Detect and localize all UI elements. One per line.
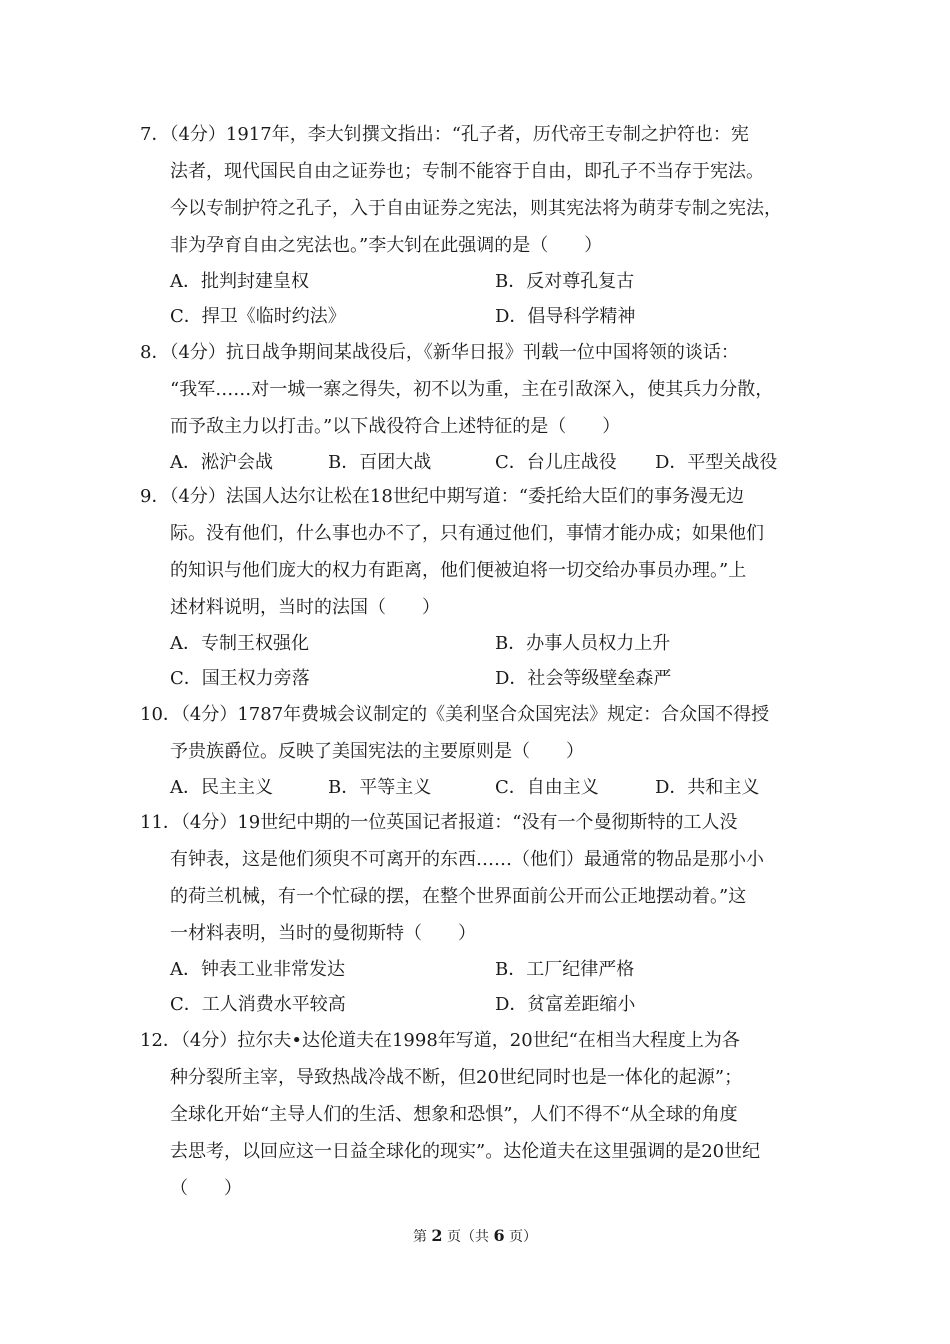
question-line: 全球化开始“主导人们的生活、想象和恐惧”，人们不得不“从全球的角度 bbox=[170, 1104, 738, 1125]
footer-middle: 页（共 bbox=[447, 1229, 489, 1245]
question-line: 一材料表明，当时的曼彻斯特（ ） bbox=[170, 923, 476, 944]
option-row bbox=[140, 987, 820, 1022]
question-line: 的荷兰机械，有一个忙碌的摆，在整个世界面前公开而公正地摆动着。”这 bbox=[170, 886, 747, 907]
option-row bbox=[140, 952, 820, 987]
option-a[interactable]: A．批判封建皇权 bbox=[170, 271, 309, 292]
question-line: 12．（4分）拉尔夫•达伦道夫在1998年写道，20世纪“在相当大程度上为各 bbox=[140, 1030, 740, 1051]
option-row bbox=[140, 299, 820, 334]
question-line: 11．（4分）19世纪中期的一位英国记者报道：“没有一个曼彻斯特的工人没 bbox=[140, 812, 738, 833]
option-d[interactable]: D．社会等级壁垒森严 bbox=[495, 668, 672, 689]
option-d[interactable]: D．倡导科学精神 bbox=[495, 306, 636, 327]
option-d[interactable]: D．共和主义 bbox=[655, 777, 760, 798]
option-a[interactable]: A．钟表工业非常发达 bbox=[170, 959, 345, 980]
question-line: 际。没有他们，什么事也办不了，只有通过他们，事情才能办成；如果他们 bbox=[170, 523, 764, 544]
question-line: 今以专制护符之孔子，入于自由证券之宪法，则其宪法将为萌芽专制之宪法， bbox=[170, 198, 782, 219]
question-line: 述材料说明，当时的法国（ ） bbox=[170, 597, 440, 618]
option-a[interactable]: A．民主主义 bbox=[170, 777, 273, 798]
question-12 bbox=[140, 1022, 820, 1207]
option-a[interactable]: A．淞沪会战 bbox=[170, 452, 273, 473]
option-b[interactable]: B．平等主义 bbox=[328, 777, 432, 798]
option-a[interactable]: A．专制王权强化 bbox=[170, 633, 309, 654]
option-row bbox=[140, 445, 820, 480]
question-line: 10．（4分）1787年费城会议制定的《美利坚合众国宪法》规定：合众国不得授 bbox=[140, 704, 770, 725]
option-row bbox=[140, 264, 820, 299]
option-c[interactable]: C．台儿庄战役 bbox=[495, 452, 617, 473]
option-b[interactable]: B．办事人员权力上升 bbox=[495, 633, 671, 654]
question-line: 的知识与他们庞大的权力有距离，他们便被迫将一切交给办事员办理。”上 bbox=[170, 560, 747, 581]
footer-prefix: 第 bbox=[412, 1229, 427, 1245]
option-b[interactable]: B．工厂纪律严格 bbox=[495, 959, 635, 980]
option-c[interactable]: C．自由主义 bbox=[495, 777, 599, 798]
question-line: 8．（4分）抗日战争期间某战役后，《新华日报》刊载一位中国将领的谈话： bbox=[140, 342, 739, 363]
question-7 bbox=[140, 116, 820, 334]
question-11 bbox=[140, 804, 820, 1022]
total-pages: 6 bbox=[493, 1226, 505, 1245]
question-line: 9．（4分）法国人达尔让松在18世纪中期写道：“委托给大臣们的事务漫无边 bbox=[140, 486, 745, 507]
option-c[interactable]: C．捍卫《临时约法》 bbox=[170, 306, 346, 327]
option-d[interactable]: D．贫富差距缩小 bbox=[495, 994, 636, 1015]
question-line: 而予敌主力以打击。”以下战役符合上述特征的是（ ） bbox=[170, 416, 621, 437]
option-b[interactable]: B．百团大战 bbox=[328, 452, 432, 473]
option-row bbox=[140, 770, 820, 805]
option-c[interactable]: C．国王权力旁落 bbox=[170, 668, 310, 689]
question-line: （ ） bbox=[170, 1178, 242, 1199]
option-row bbox=[140, 626, 820, 661]
footer-suffix: 页） bbox=[509, 1229, 538, 1245]
option-c[interactable]: C．工人消费水平较高 bbox=[170, 994, 346, 1015]
question-9 bbox=[140, 478, 820, 696]
question-10 bbox=[140, 696, 820, 805]
question-8 bbox=[140, 334, 820, 480]
question-line: 非为孕育自由之宪法也。”李大钊在此强调的是（ ） bbox=[170, 235, 603, 256]
question-line: 种分裂所主宰，导致热战冷战不断，但20世纪同时也是一体化的起源”； bbox=[170, 1067, 743, 1088]
question-line: 7．（4分）1917年，李大钊撰文指出：“孔子者，历代帝王专制之护符也：宪 bbox=[140, 124, 749, 145]
page-footer bbox=[0, 1226, 950, 1247]
question-line: 去思考，以回应这一日益全球化的现实”。达伦道夫在这里强调的是20世纪 bbox=[170, 1141, 761, 1162]
page-number: 2 bbox=[431, 1226, 443, 1245]
question-line: 有钟表，这是他们须臾不可离开的东西……（他们）最通常的物品是那小小 bbox=[170, 849, 764, 870]
option-d[interactable]: D．平型关战役 bbox=[655, 452, 778, 473]
option-b[interactable]: B．反对尊孔复古 bbox=[495, 271, 635, 292]
question-line: 法者，现代国民自由之证券也；专制不能容于自由，即孔子不当存于宪法。 bbox=[170, 161, 764, 182]
option-row bbox=[140, 661, 820, 696]
question-line: 予贵族爵位。反映了美国宪法的主要原则是（ ） bbox=[170, 741, 584, 762]
question-line: “我军……对一城一寨之得失，初不以为重，主在引敌深入，使其兵力分散， bbox=[170, 379, 774, 400]
